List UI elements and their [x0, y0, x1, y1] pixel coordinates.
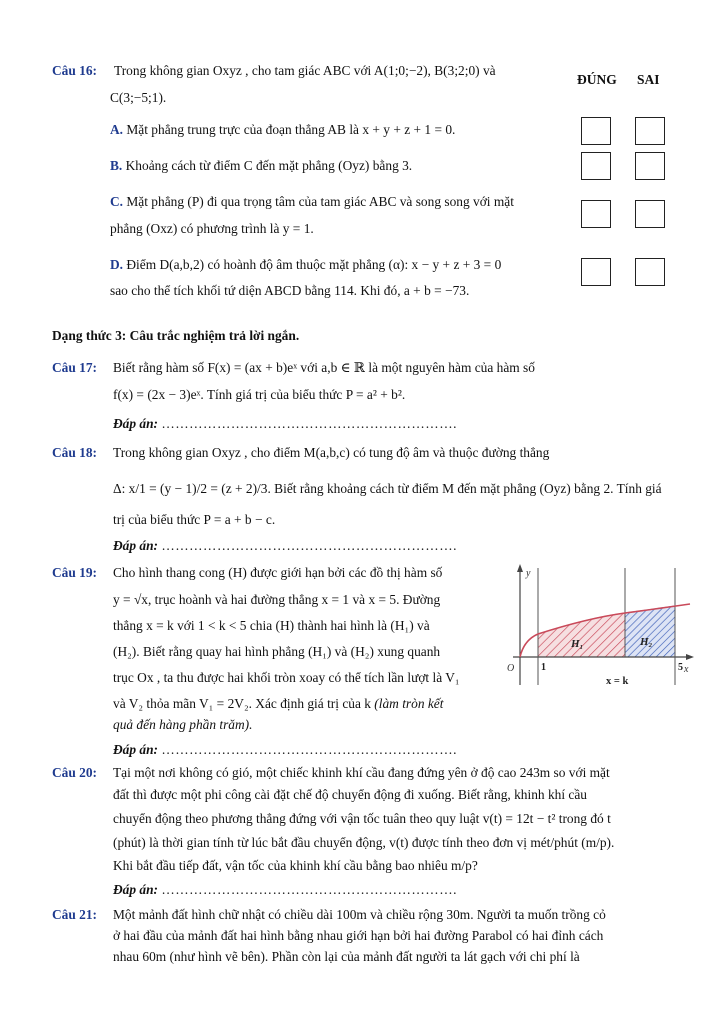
x-axis-label: x — [684, 664, 689, 675]
answer-20-field[interactable]: ………………………………………………………. — [161, 882, 457, 897]
checkbox-16b-sai[interactable] — [635, 152, 665, 180]
question-20-label: Câu 20: — [52, 765, 98, 780]
option-16d-label: D. — [110, 257, 124, 272]
question-20-text-2: đất thì được một phi công cài đặt chế độ chuyển động đi xuống. Biết rằng, khinh khí cầu — [113, 787, 587, 802]
section-3-heading: Dạng thức 3: Câu trắc nghiệm trả lời ngắn. — [52, 328, 300, 343]
option-16c-text-1: Mặt phẳng (P) đi qua trọng tâm của tam giác ABC và song song với mặt — [126, 194, 514, 209]
option-16d — [110, 256, 501, 274]
question-16-label: Câu 16: — [52, 63, 98, 78]
question-19-text-6b: (làm tròn kết — [374, 696, 444, 711]
region-h2 — [625, 606, 675, 657]
checkbox-16a-sai[interactable] — [635, 117, 665, 145]
checkbox-16c-sai[interactable] — [635, 200, 665, 228]
region-h1 — [538, 613, 625, 657]
option-16a — [110, 121, 455, 139]
question-21-label: Câu 21: — [52, 907, 98, 922]
option-16d-text-1: Điểm D(a,b,2) có hoành độ âm thuộc mặt phẳng (α): x − y + z + 3 = 0 — [126, 257, 502, 272]
answer-17-label: Đáp án: — [113, 416, 159, 431]
y-axis-label: y — [526, 568, 531, 579]
question-19-text-7: quả đến hàng phần trăm). — [113, 717, 253, 732]
option-16a-label: A. — [110, 122, 124, 137]
checkbox-16b-dung[interactable] — [581, 152, 611, 180]
x-axis-arrow — [686, 654, 694, 660]
question-17-label: Câu 17: — [52, 360, 98, 375]
question-20-text-1: Tại một nơi không có gió, một chiếc khinh khí cầu đang đứng yên ở độ cao 243m so với mặt — [113, 765, 610, 780]
answer-17 — [113, 415, 457, 433]
question-19-text-6a: và V₂ thỏa mãn V₁ = 2V₂. Xác định giá trị của k — [113, 696, 375, 711]
answer-19-field[interactable]: ………………………………………………………. — [161, 742, 457, 757]
h1-label: H₁ — [571, 638, 584, 650]
question-18-text-2: Δ: x/1 = (y − 1)/2 = (z + 2)/3. Biết rằng khoảng cách từ điểm M đến mặt phẳng (Oyz) bằng 2. Tính giá — [113, 481, 662, 496]
question-18-text-1: Trong không gian Oxyz , cho điểm M(a,b,c) có tung độ âm và thuộc đường thẳng — [113, 445, 550, 460]
question-18-label: Câu 18: — [52, 445, 98, 460]
option-16b-text: Khoảng cách từ điểm C đến mặt phẳng (Oyz) bằng 3. — [125, 158, 413, 173]
question-16-text-1: Trong không gian Oxyz , cho tam giác ABC với A(1;0;−2), B(3;2;0) và — [114, 63, 496, 78]
checkbox-16d-dung[interactable] — [581, 258, 611, 286]
xk-label: x = k — [606, 676, 629, 687]
question-19-graph — [498, 560, 698, 690]
header-dung: ĐÚNG — [577, 72, 617, 87]
question-20-text-5: Khi bắt đầu tiếp đất, vận tốc của khinh khí cầu bằng bao nhiêu m/p? — [113, 858, 478, 873]
question-20-text-4: (phút) là thời gian tính từ lúc bắt đầu chuyển động, v(t) được tính theo đơn vị mét/phút (m/p). — [113, 835, 615, 850]
answer-19-label: Đáp án: — [113, 742, 159, 757]
option-16c — [110, 193, 514, 211]
question-21-text-2: ở hai đầu của mảnh đất hai hình bằng nhau giới hạn bởi hai đường Parabol có hai đỉnh cách — [113, 928, 604, 943]
question-20-text-3: chuyển động theo phương thẳng đứng với vận tốc tuân theo quy luật v(t) = 12t − t² trong đó t — [113, 811, 611, 826]
answer-20 — [113, 881, 457, 899]
question-17-text-2: f(x) = (2x − 3)eˣ. Tính giá trị của biểu thức P = a² + b². — [113, 387, 406, 402]
tick-1-label: 1 — [541, 662, 546, 673]
checkbox-16c-dung[interactable] — [581, 200, 611, 228]
question-21-text-3: nhau 60m (như hình vẽ bên). Phần còn lại của mảnh đất người ta lát gạch với chi phí là — [113, 949, 580, 964]
question-19-text-3: thẳng x = k với 1 < k < 5 chia (H) thành hai hình là (H₁) và — [113, 618, 430, 633]
header-sai: SAI — [637, 72, 660, 87]
option-16c-text-2: phẳng (Oxz) có phương trình là y = 1. — [110, 221, 314, 236]
checkbox-16d-sai[interactable] — [635, 258, 665, 286]
option-16b-label: B. — [110, 158, 123, 173]
question-17-text-1: Biết rằng hàm số F(x) = (ax + b)eˣ với a,b ∈ ℝ là một nguyên hàm của hàm số — [113, 360, 535, 375]
question-19-text-4: (H₂). Biết rằng quay hai hình phẳng (H₁) và (H₂) xung quanh — [113, 644, 441, 659]
tick-5-label: 5 — [678, 662, 683, 673]
answer-18-field[interactable]: ………………………………………………………. — [161, 538, 457, 553]
answer-18-label: Đáp án: — [113, 538, 159, 553]
question-21-text-1: Một mảnh đất hình chữ nhật có chiều dài 100m và chiều rộng 30m. Người ta muốn trồng cỏ — [113, 907, 606, 922]
option-16c-label: C. — [110, 194, 124, 209]
answer-19 — [113, 741, 457, 759]
question-19-label: Câu 19: — [52, 565, 98, 580]
answer-20-label: Đáp án: — [113, 882, 159, 897]
question-19-text-5: trục Ox , ta thu được hai khối tròn xoay có thể tích lần lượt là V₁ — [113, 670, 460, 685]
option-16b — [110, 157, 412, 175]
question-16-text-2: C(3;−5;1). — [110, 90, 167, 105]
h2-label: H₂ — [640, 636, 653, 648]
answer-18 — [113, 537, 457, 555]
question-19-text-6 — [113, 695, 443, 713]
origin-label: O — [507, 663, 515, 674]
answer-17-field[interactable]: ………………………………………………………. — [161, 416, 457, 431]
question-18-text-3: trị của biểu thức P = a + b − c. — [113, 512, 276, 527]
question-19-text-1: Cho hình thang cong (H) được giới hạn bởi các đồ thị hàm số — [113, 565, 443, 580]
y-axis-arrow — [517, 564, 523, 572]
option-16d-text-2: sao cho thể tích khối tứ diện ABCD bằng 114. Khi đó, a + b = −73. — [110, 283, 470, 298]
checkbox-16a-dung[interactable] — [581, 117, 611, 145]
question-19-text-2: y = √x, trục hoành và hai đường thẳng x = 1 và x = 5. Đường — [113, 592, 441, 607]
option-16a-text: Mặt phẳng trung trực của đoạn thẳng AB là x + y + z + 1 = 0. — [126, 122, 456, 137]
